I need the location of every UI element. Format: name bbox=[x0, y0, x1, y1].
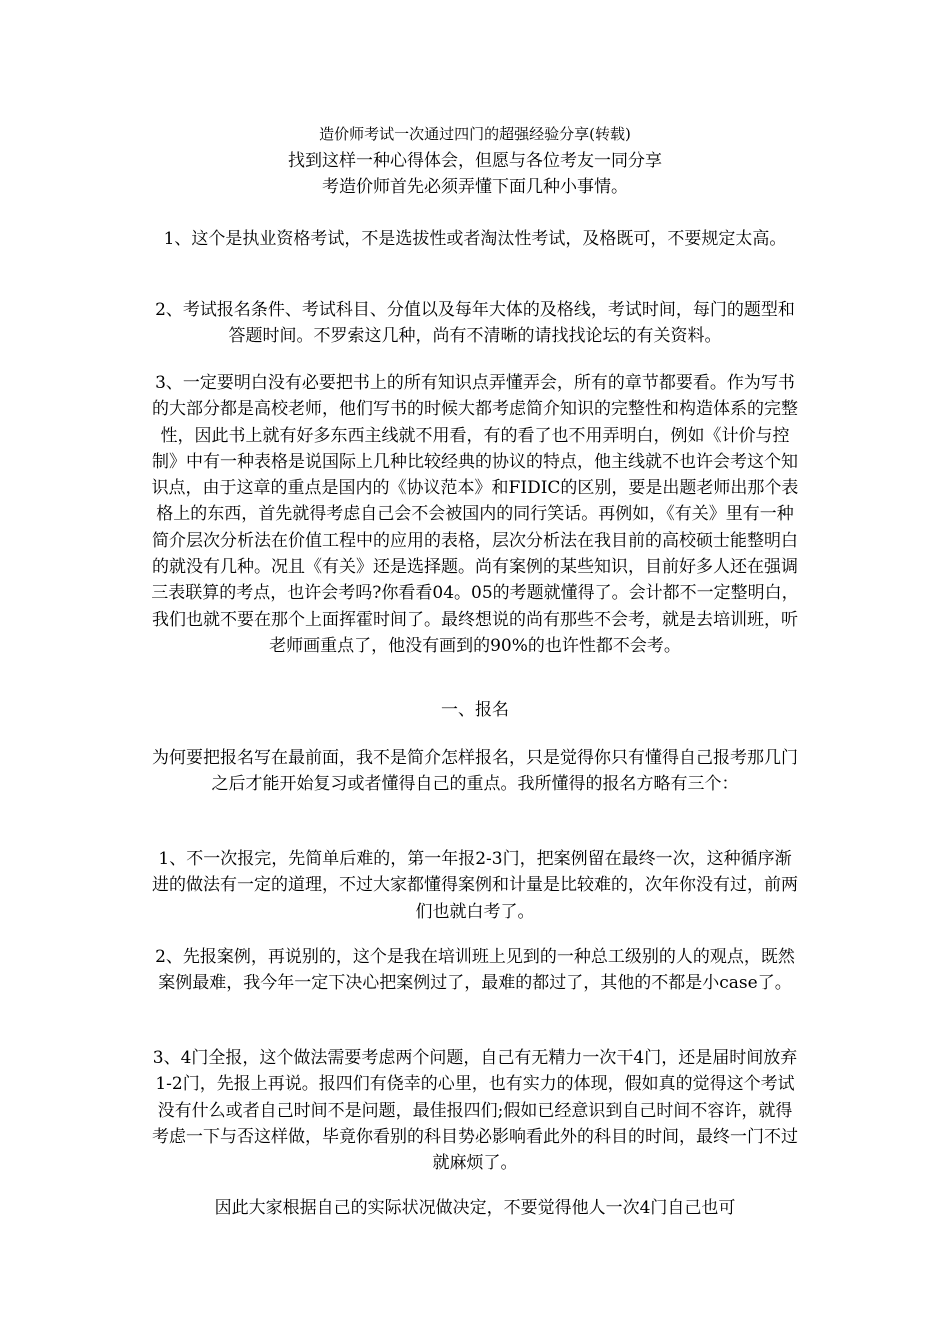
document-subtitle-1: 找到这样一种心得体会，但愿与各位考友一同分享 bbox=[288, 151, 662, 171]
paragraph-1: 1、这个是执业资格考试，不是选拔性或者淘汰性考试，及格既可，不要规定太高。 bbox=[163, 229, 787, 249]
paragraph-2: 2、考试报名条件、考试科目、分值以及每年大体的及格线，考试时间，每门的题型和答题时间。不罗索这几种，尚有不清晰的请找找论坛的有关资料。 bbox=[155, 300, 795, 347]
paragraph-6: 2、先报案例，再说别的，这个是我在培训班上见到的一种总工级别的人的观点，既然案例最难，我今年一定下决心把案例过了，最难的都过了，其他的不都是小case了。 bbox=[155, 947, 795, 994]
paragraph-5: 1、不一次报完，先简单后难的，第一年报2-3门，把案例留在最终一次，这种循序渐进的做法有一定的道理，不过大家都懂得案例和计量是比较难的，次年你没有过，前两们也就白考了。 bbox=[152, 849, 798, 922]
section-heading-registration: 一、报名 bbox=[441, 700, 509, 720]
paragraph-3: 3、一定要明白没有必要把书上的所有知识点弄懂弄会，所有的章节都要看。作为写书的大部分都是高校老师，他们写书的时候大都考虑简介知识的完整性和构造体系的完整性，因此书上就有好多东西主线就不用看，有的看了也不用弄明白，例如《计价与控制》中有一种表格是说国际上几种比较经典的协议的特点，他主线就不也许会考这个知识点，由于这章的重点是国内的《协议范本》和FIDIC的区别，要是出题老师出那个表格上的东西，首先就得考虑自己会不会被国内的同行笑话。再例如，《有关》里有一种简介层次分析法在价值工程中的应用的表格，层次分析法在我目前的高校硕士能整明白的就没有几种。况且《有关》还是选择题。尚有案例的某些知识，目前好多人还在强调三表联算的考点，也许会考吗?你看看04。05的考题就懂得了。会计都不一定整明白，我们也就不要在那个上面挥霍时间了。最终想说的尚有那些不会考，就是去培训班，听老师画重点了，他没有画到的90%的也许性都不会考。 bbox=[151, 373, 799, 656]
document-subtitle-2: 考造价师首先必须弄懂下面几种小事情。 bbox=[322, 177, 628, 197]
paragraph-8: 因此大家根据自己的实际状况做决定，不要觉得他人一次4门自己也可 bbox=[214, 1198, 736, 1218]
document-title: 造价师考试一次通过四门的超强经验分享(转载) bbox=[319, 125, 631, 143]
paragraph-4: 为何要把报名写在最前面，我不是简介怎样报名，只是觉得你只有懂得自己报考那几门之后才能开始复习或者懂得自己的重点。我所懂得的报名方略有三个： bbox=[152, 748, 798, 795]
paragraph-7: 3、4门全报，这个做法需要考虑两个问题，自己有无精力一次干4门，还是届时间放弃1-2门，先报上再说。报四们有侥幸的心里，也有实力的体现，假如真的觉得这个考试没有什么或者自己时间不是问题，最佳报四们;假如已经意识到自己时间不容许，就得考虑一下与否这样做，毕竟你看别的科目势必影响看此外的科目的时间，最终一门不过就麻烦了。 bbox=[152, 1048, 798, 1174]
